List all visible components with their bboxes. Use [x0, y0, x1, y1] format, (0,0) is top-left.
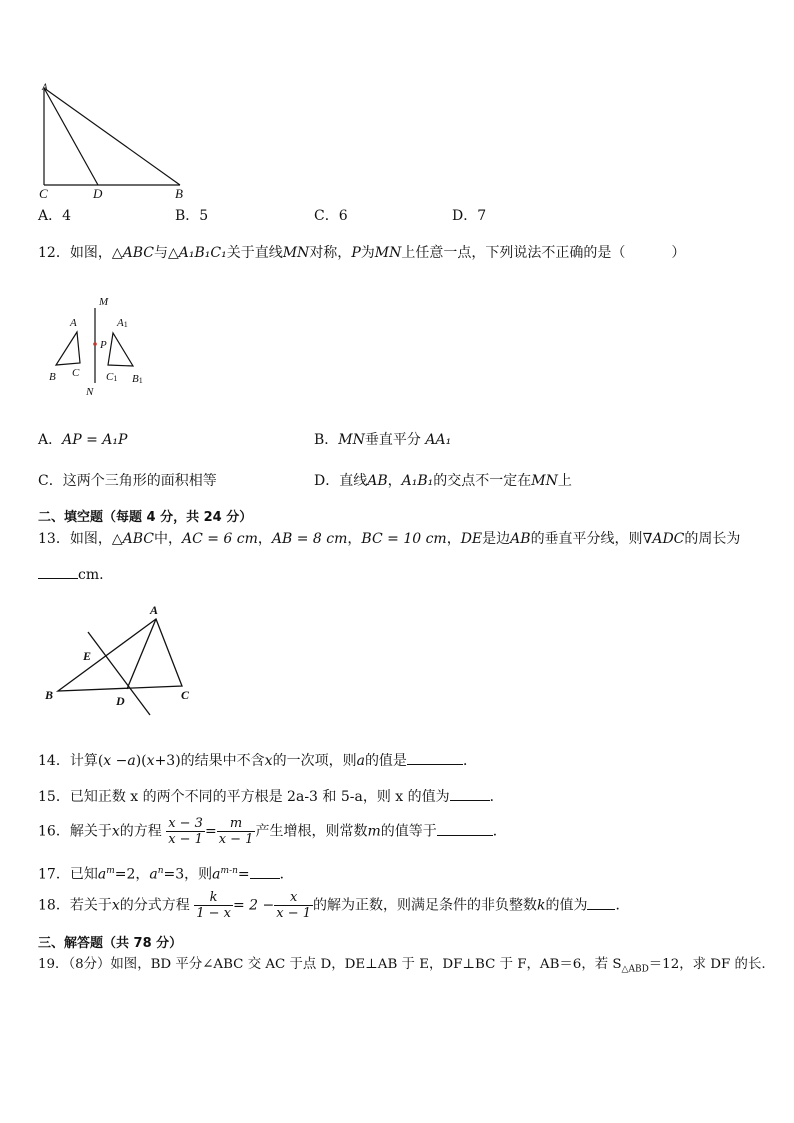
label-d: D — [93, 186, 103, 201]
label-b: B — [45, 688, 54, 702]
q12-option-b: B．MN垂直平分 AA₁ — [314, 432, 452, 448]
q11-option-b: B．5 — [175, 208, 209, 224]
q16-stem: 16．解关于x的方程 $\frac{x - 3}{x - 1}$ = $\frac{m}{x - 1}$ 产生增根，则常数m的值等于 ． — [38, 816, 507, 847]
q11-option-d: D．7 — [452, 208, 487, 224]
q16-blank[interactable] — [437, 821, 493, 836]
label-top: A — [42, 82, 48, 92]
label-n: N — [86, 386, 94, 398]
label-a: A — [150, 603, 159, 617]
label-p: P — [100, 339, 107, 351]
label-b1: B1 — [132, 373, 143, 385]
label-c: C — [72, 367, 80, 379]
q15-blank[interactable] — [450, 786, 490, 801]
q17-blank[interactable] — [250, 864, 280, 879]
q13-answer-line: cm. — [38, 564, 104, 584]
q16-fraction-left: $\frac{x - 3}{x - 1}$ — [168, 816, 203, 847]
label-a: A — [70, 317, 77, 329]
q13-stem: 13．如图，△ABC中，AC = 6 cm，AB = 8 cm，BC = 10 cm，DE是边AB的垂直平分线，则∇ADC的周长为 — [38, 531, 741, 547]
q15-stem: 15．已知正数 x 的两个不同的平方根是 2a-3 和 5-a，则 x 的值为 ． — [38, 786, 504, 806]
label-m: M — [99, 296, 109, 308]
label-b: B — [49, 371, 56, 383]
triangle-a1b1c1 — [108, 333, 133, 366]
label-c: C — [181, 688, 190, 702]
q13-blank[interactable] — [38, 564, 78, 579]
q16-fraction-right: $\frac{m}{x - 1}$ — [218, 816, 254, 847]
q12-option-a: A．AP = A₁P — [38, 432, 128, 448]
section-2-heading: 二、填空题（每题 4 分，共 24 分） — [38, 510, 253, 525]
side-ab — [44, 88, 180, 185]
q11-triangle-figure — [34, 80, 194, 205]
label-e: E — [83, 649, 92, 663]
point-p — [93, 342, 97, 346]
q18-stem: 18．若关于x的分式方程 $\frac{k}{1 - x}$ = 2 − $\frac{x}{x - 1}$ 的解为正数，则满足条件的非负整数k的值为 ． — [38, 890, 630, 921]
q13-triangle-figure — [40, 598, 200, 720]
q18-blank[interactable] — [587, 895, 615, 910]
label-c1: C1 — [106, 371, 118, 383]
q18-fraction-left: $\frac{k}{1 - x}$ — [196, 890, 231, 921]
q11-option-c: C．6 — [314, 208, 348, 224]
q12-symmetry-figure — [44, 290, 164, 402]
q11-option-a: A．4 — [38, 208, 72, 224]
label-c: C — [39, 186, 48, 201]
triangle-abc — [56, 332, 80, 365]
triangle-abc — [58, 619, 182, 691]
q14-blank[interactable] — [407, 750, 463, 765]
q12-option-c: C．这两个三角形的面积相等 — [38, 473, 217, 489]
label-b: B — [175, 186, 183, 201]
section-3-heading: 三、解答题（共 78 分） — [38, 936, 183, 951]
q19-stem: 19．（8分）如图，BD 平分∠ABC 交 AC 于点 D，DE⊥AB 于 E，DF⊥BC 于 F，AB＝6，若 $S_{\triangle ABD}=12$，求 DF 的长. — [38, 957, 766, 975]
label-d: D — [116, 694, 125, 708]
q17-stem: 17．已知$a^m=2$，$a^n=3$，则$a^{m-n}=$ ． — [38, 862, 294, 884]
q18-fraction-right: $\frac{x}{x - 1}$ — [276, 890, 311, 921]
label-a1: A1 — [117, 317, 128, 329]
q14-stem: 14．计算(x −a)(x+3)的结果中不含x的一次项，则a的值是 ． — [38, 750, 477, 770]
segment-ad — [44, 88, 98, 185]
q12-stem: 12．如图，△ABC与△A₁B₁C₁关于直线MN对称，P为MN上任意一点，下列说法不正确的是（ ） — [38, 245, 686, 261]
q12-option-d: D．直线AB，A₁B₁的交点不一定在MN上 — [314, 473, 572, 489]
